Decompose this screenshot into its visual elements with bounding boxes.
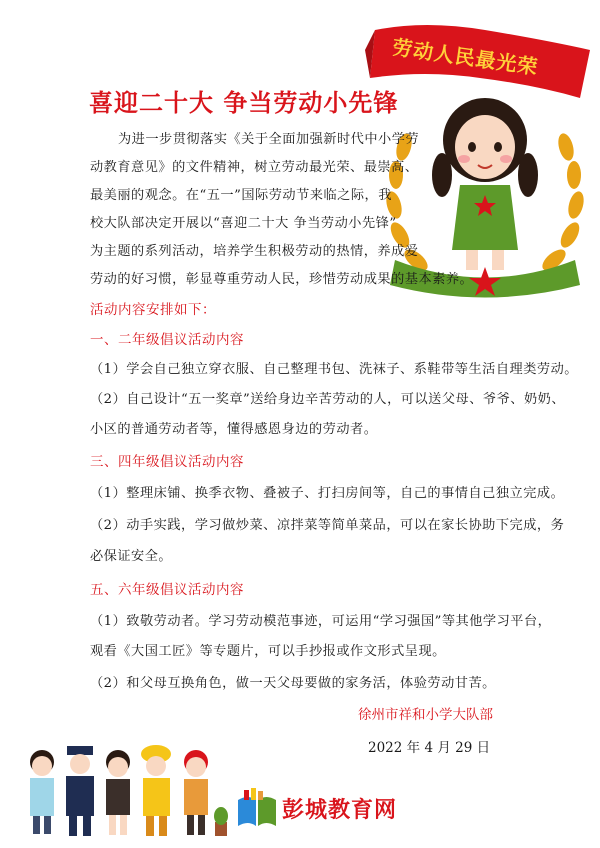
date: 2022 年 4 月 29 日 [368,740,491,756]
arrangement-label: 活动内容安排如下： [90,302,216,318]
page-title: 喜迎二十大 争当劳动小先锋 [89,88,399,117]
section-heading: 三、四年级倡议活动内容 [90,454,244,470]
section-item-line: 小区的普通劳动者等，懂得感恩身边的劳动者。 [90,422,378,437]
section-item-line: 必保证安全。 [90,549,173,564]
banner-text: 劳动人民最光荣 [390,34,540,80]
section-item-line: （2）和父母互换角色，做一天父母要做的家务活，体验劳动甘苦。 [90,676,496,691]
workers-kids-illustration [20,740,230,840]
intro-line: 劳动的好习惯，彰显尊重劳动人民，珍惜劳动成果的基本素养。 [90,272,474,287]
book-logo-icon [236,788,278,828]
section-item-line: （2）自己设计“五一奖章”送给身边辛苦劳动的人，可以送父母、爷爷、奶奶、 [90,392,566,407]
section-heading: 五、六年级倡议活动内容 [90,582,244,598]
intro-line: 为进一步贯彻落实《关于全面加强新时代中小学劳 [118,132,420,147]
section-item-line: （1）整理床铺、换季衣物、叠被子、打扫房间等，自己的事情自己独立完成。 [90,486,565,501]
intro-line: 动教育意见》的文件精神，树立劳动最光荣、最崇高、 [90,160,419,175]
signature: 徐州市祥和小学大队部 [358,707,493,723]
intro-line: 校大队部决定开展以“喜迎二十大 争当劳动小先锋” [90,216,397,231]
intro-line: 最美丽的观念。在“五一”国际劳动节来临之际，我 [90,188,392,203]
intro-line: 为主题的系列活动，培养学生积极劳动的热情，养成爱 [90,244,419,259]
section-item-line: （2）动手实践，学习做炒菜、凉拌菜等简单菜品，可以在家长协助下完成，务 [90,518,565,533]
logo-text: 彭城教育网 [282,798,398,823]
section-item-line: （1）学会自己独立穿衣服、自己整理书包、洗袜子、系鞋带等生活自理类劳动。 [90,362,578,377]
section-item-line: （1）致敬劳动者。学习劳动模范事迹，可运用“学习强国”等其他学习平台， [90,614,552,629]
section-item-line: 观看《大国工匠》等专题片，可以手抄报或作文形式呈现。 [90,644,446,659]
section-heading: 一、二年级倡议活动内容 [90,332,244,348]
